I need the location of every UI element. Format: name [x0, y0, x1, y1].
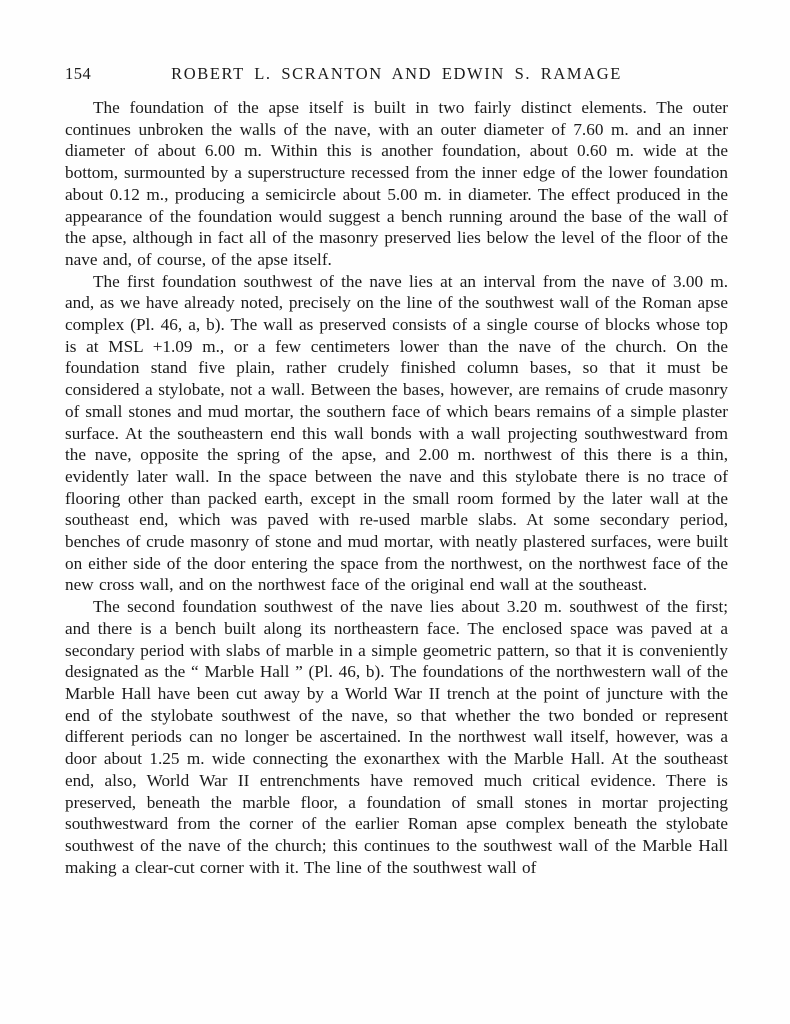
page-header: [65, 64, 728, 88]
paragraph-second-foundation: The second foundation southwest of the nave lies about 3.20 m. southwest of the first; and there is a bench built along its northeastern face. The enclosed space was paved at a secondary period with slabs of marble in a simple geometric pattern, so that it is conveniently designated as the “ Marble Hall ” (Pl. 46, b). The foundations of the northwestern wall of the Marble Hall have been cut away by a World War II trench at the point of juncture with the end of the stylobate southwest of the nave, so that whether the two bonded or represent different periods can no longer be ascertained. In the northwest wall itself, however, was a door about 1.25 m. wide connecting the exonarthex with the Marble Hall. At the southeast end, also, World War II entrenchments have removed much critical evidence. There is preserved, beneath the marble floor, a foundation of small stones in mortar projecting southwestward from the corner of the earlier Roman apse complex beneath the stylobate southwest of the nave of the church; this continues to the southwest wall of the Marble Hall making a clear-cut corner with it. The line of the southwest wall of: [65, 597, 728, 877]
paragraph-first-foundation: The first foundation southwest of the nave lies at an interval from the nave of 3.00 m. and, as we have already noted, precisely on the line of the southwest wall of the Roman apse complex (Pl. 46, a, b). The wall as preserved consists of a single course of blocks whose top is at MSL +1.09 m., or a few centimeters lower than the nave of the church. On the foundation stand five plain, rather crudely finished column bases, so that it must be considered a stylobate, not a wall. Between the bases, however, are remains of crude masonry of small stones and mud mortar, the southern face of which bears remains of a simple plaster surface. At the southeastern end this wall bonds with a wall projecting southwestward from the nave, opposite the spring of the apse, and 2.00 m. northwest of this there is a thin, evidently later wall. In the space between the nave and this stylobate there is no trace of flooring other than packed earth, except in the small room formed by the later wall at the southeast end, which was paved with re-used marble slabs. At some secondary period, benches of crude masonry of stone and mud mortar, with neatly plastered surfaces, were built on either side of the door entering the space from the northwest, on the northwest face of the new cross wall, and on the northwest face of the original end wall at the southeast.: [65, 271, 728, 595]
paragraph-apse-foundation: The foundation of the apse itself is built in two fairly distinct elements. The outer continues unbroken the walls of the nave, with an outer diameter of 7.60 m. and an inner diameter of about 6.00 m. Within this is another foundation, about 0.60 m. wide at the bottom, surmounted by a superstructure recessed from the inner edge of the lower foundation about 0.12 m., producing a semicircle about 5.00 m. in diameter. The effect produced in the appearance of the foundation would suggest a bench running around the base of the wall of the apse, although in fact all of the masonry preserved lies below the level of the floor of the nave and, of course, of the apse itself.: [65, 98, 728, 269]
page-number: 154: [65, 64, 92, 83]
running-header: ROBERT L. SCRANTON AND EDWIN S. RAMAGE: [171, 64, 622, 83]
page-body: [65, 97, 728, 878]
